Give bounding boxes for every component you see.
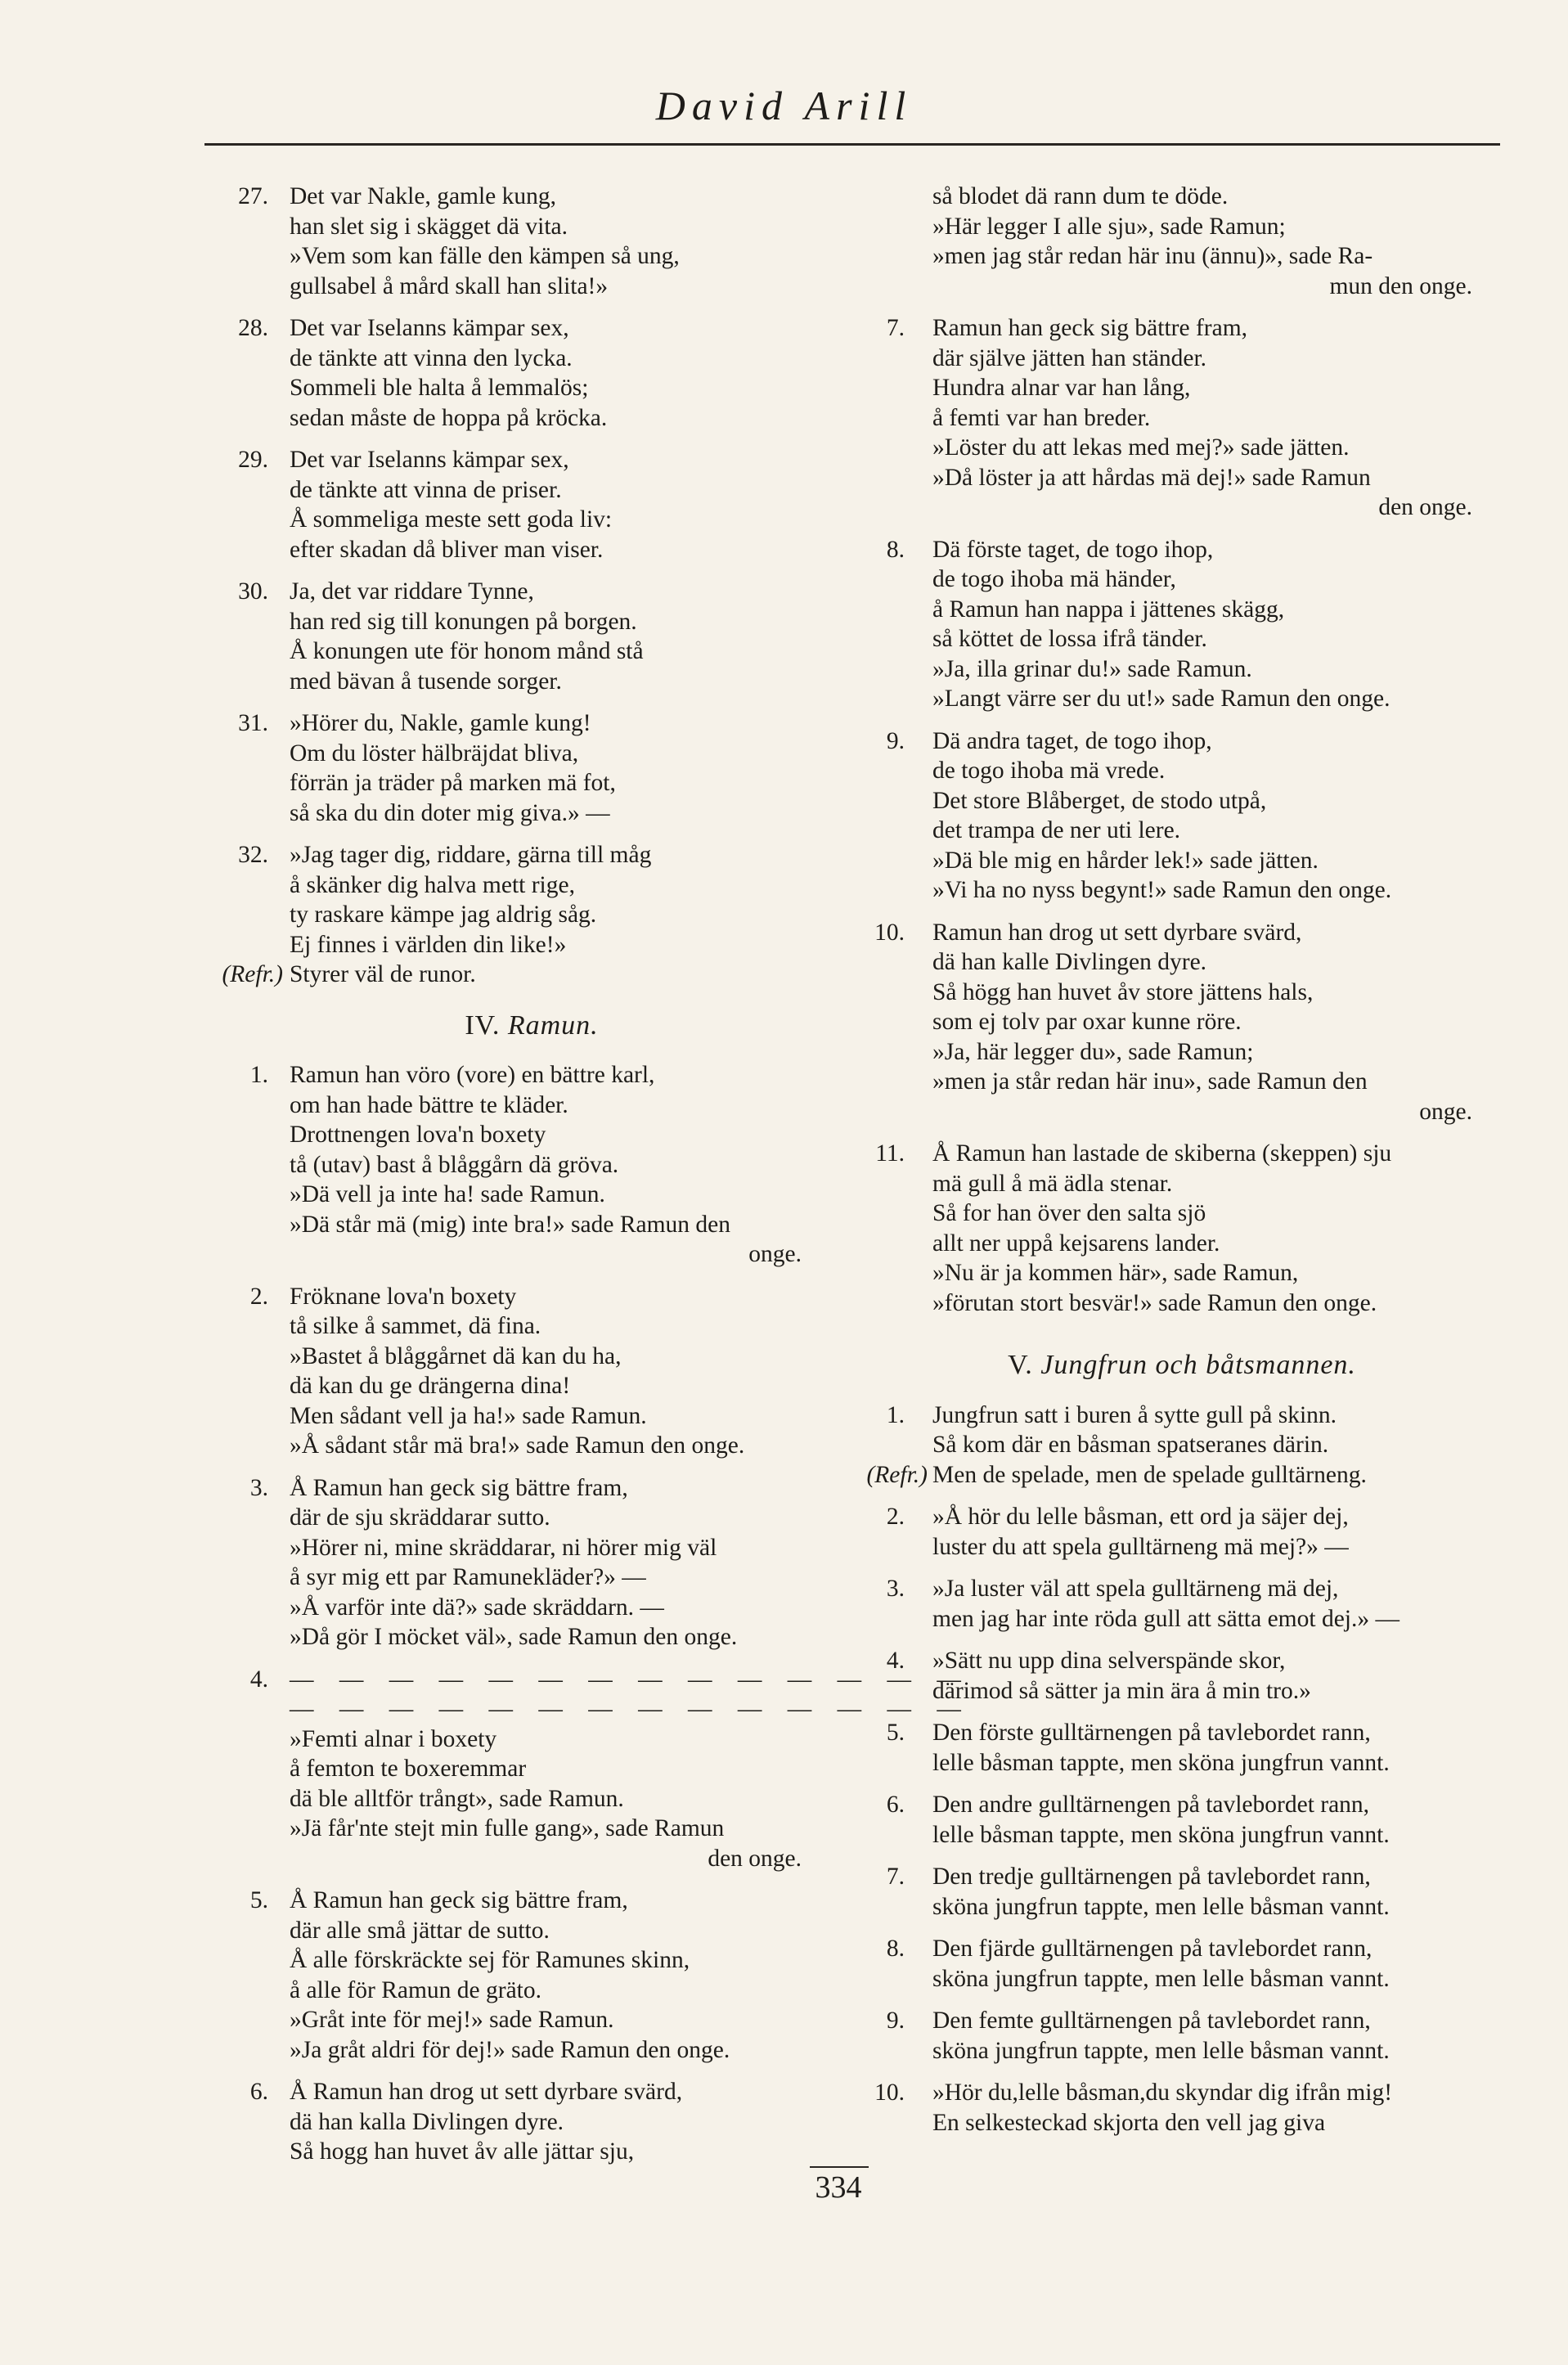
verse-line: »Då löster ja att hårdas mä dej!» sade Ramun xyxy=(932,464,1371,491)
verse-line: »Vi ha no nyss begynt!» sade Ramun den onge. xyxy=(932,877,1392,903)
stanza xyxy=(172,840,834,960)
verse-line: Å Ramun han lastade de skiberna (skeppen) sju xyxy=(932,1140,1392,1167)
verse-line: »men ja står redan här inu», sade Ramun den xyxy=(932,1068,1368,1095)
stanza xyxy=(859,1574,1505,1634)
running-header: David Arill xyxy=(655,83,913,128)
verse-line: Ramun han geck sig bättre fram, xyxy=(932,315,1248,341)
verse-line: med bävan å tusende sorger. xyxy=(290,668,562,695)
verse-line: därimod så sätter ja min ära å min tro.» xyxy=(932,1677,1311,1704)
stanza-number: 9. xyxy=(886,2008,905,2034)
verse-line: »Å varför inte dä?» sade skräddarn. — xyxy=(290,1594,664,1621)
verse-line: mä gull å mä ädla stenar. xyxy=(932,1170,1173,1197)
stanza-number: 6. xyxy=(249,2079,268,2105)
section-title: Ramun. xyxy=(507,1009,599,1041)
stanza-number: 8. xyxy=(886,1936,905,1962)
verse-line: »Dä vell ja inte ha! sade Ramun. xyxy=(290,1181,605,1207)
stanza xyxy=(172,1473,834,1652)
verse-line: Dä andra taget, de togo ihop, xyxy=(932,727,1212,754)
stanza-number: 31. xyxy=(238,710,268,736)
verse-line: Å konungen ute för honom månd stå xyxy=(290,638,644,664)
verse-line: Den femte gulltärnengen på tavlebordet rann, xyxy=(932,2008,1371,2034)
stanza-number: 7. xyxy=(886,315,905,341)
refrain xyxy=(172,960,834,990)
right-column xyxy=(859,182,1505,2150)
stanza-number: 4. xyxy=(249,1666,268,1693)
verse-line: förrän ja träder på marken mä fot, xyxy=(290,770,616,796)
stanza xyxy=(859,1646,1505,1706)
stanza xyxy=(859,1862,1505,1922)
stanza xyxy=(859,1790,1505,1850)
verse-line: »förutan stort besvär!» sade Ramun den onge. xyxy=(932,1289,1377,1316)
verse-line: Så for han över den salta sjö xyxy=(932,1200,1206,1226)
stanza xyxy=(859,2078,1505,2138)
verse-line: de tänkte att vinna de priser. xyxy=(290,476,562,503)
verse-line: Å Ramun han drog ut sett dyrbare svärd, xyxy=(290,2079,683,2105)
section-numeral: V. xyxy=(1008,1350,1033,1380)
verse-line: så ska du din doter mig giva.» — xyxy=(290,799,610,826)
stanza xyxy=(172,577,834,696)
page-number: 334 xyxy=(815,2170,862,2205)
verse-line: som ej tolv par oxar kunne röre. xyxy=(932,1009,1242,1035)
stanza xyxy=(859,726,1505,906)
verse-line-continuation: mun den onge. xyxy=(1329,272,1472,299)
stanza-number: 30. xyxy=(238,578,268,605)
verse-line: lelle båsman tappte, men sköna jungfrun vannt. xyxy=(932,1749,1390,1776)
verse-line: å alle för Ramun de gräto. xyxy=(290,1976,541,2003)
verse-line: Å sommeliga meste sett goda liv: xyxy=(290,506,613,533)
verse-line: de togo ihoba mä vrede. xyxy=(932,758,1166,784)
verse-line: Så hogg han huvet åv alle jättar sju, xyxy=(290,2138,635,2165)
verse-line: »men jag står redan här inu (ännu)», sade Ra- xyxy=(932,243,1373,269)
refrain-text: Men de spelade, men de spelade gulltärneng. xyxy=(932,1461,1367,1488)
stanza xyxy=(172,2077,834,2167)
stanza-number: 11. xyxy=(875,1140,905,1167)
stanza-continuation xyxy=(859,182,1505,301)
verse-line: Ramun han drog ut sett dyrbare svärd, xyxy=(932,919,1302,946)
verse-line: det trampa de ner uti lere. xyxy=(932,817,1181,843)
stanza xyxy=(859,1934,1505,1994)
verse-line: å syr mig ett par Ramunekläder?» — xyxy=(290,1564,646,1590)
stanza-number: 5. xyxy=(886,1720,905,1746)
verse-line: dä han kalla Divlingen dyre. xyxy=(290,2108,564,2135)
stanza xyxy=(859,535,1505,714)
stanza-number: 28. xyxy=(238,315,268,341)
verse-line: sedan måste de hoppa på kröcka. xyxy=(290,404,608,431)
verse-line: Så högg han huvet åv store jättens hals, xyxy=(932,978,1314,1005)
stanza-number: 1. xyxy=(249,1062,268,1088)
verse-line: dä han kalle Divlingen dyre. xyxy=(932,949,1207,975)
refrain-label: (Refr.) xyxy=(866,1461,928,1488)
verse-line: luster du att spela gulltärneng mä mej?» — xyxy=(932,1533,1349,1560)
verse-line: Det var Iselanns kämpar sex, xyxy=(290,447,569,473)
verse-line: Å Ramun han geck sig bättre fram, xyxy=(290,1474,628,1501)
verse-line-continuation: onge. xyxy=(1419,1098,1472,1125)
refrain xyxy=(859,1460,1505,1490)
verse-line: Den tredje gulltärnengen på tavlebordet rann, xyxy=(932,1864,1371,1890)
section-heading-v xyxy=(859,1351,1505,1381)
verse-line: »Då gör I möcket väl», sade Ramun den onge. xyxy=(290,1624,738,1650)
verse-line-continuation: den onge. xyxy=(708,1845,802,1872)
verse-line: »Hörer du, Nakle, gamle kung! xyxy=(290,710,591,736)
verse-line: Det var Nakle, gamle kung, xyxy=(290,183,557,209)
verse-line: »Langt värre ser du ut!» sade Ramun den onge. xyxy=(932,686,1391,712)
stanza xyxy=(172,445,834,564)
verse-line: de tänkte att vinna den lycka. xyxy=(290,344,573,371)
verse-line: sköna jungfrun tappte, men lelle båsman vannt. xyxy=(932,1893,1390,1920)
verse-line: om han hade bättre te kläder. xyxy=(290,1091,568,1118)
stanza-number: 9. xyxy=(886,727,905,754)
stanza xyxy=(172,182,834,301)
stanza xyxy=(172,708,834,828)
verse-line: tå silke å sammet, dä fina. xyxy=(290,1313,541,1339)
stanza xyxy=(859,1502,1505,1562)
stanza xyxy=(859,313,1505,523)
verse-line: En selkesteckad skjorta den vell jag giva xyxy=(932,2109,1326,2136)
verse-line: »Nu är ja kommen här», sade Ramun, xyxy=(932,1260,1299,1286)
verse-line: Ja, det var riddare Tynne, xyxy=(290,578,534,605)
verse-line: »Sätt nu upp dina selverspände skor, xyxy=(932,1648,1286,1674)
stanza xyxy=(859,1139,1505,1318)
stanza-number: 32. xyxy=(238,842,268,868)
stanza xyxy=(172,313,834,433)
stanza-number: 8. xyxy=(886,536,905,563)
stanza-number: 5. xyxy=(249,1887,268,1913)
verse-line: Det store Blåberget, de stodo utpå, xyxy=(932,787,1267,814)
stanza-number: 10. xyxy=(874,919,905,946)
verse-line: »Dä ble mig en hårder lek!» sade jätten. xyxy=(932,847,1319,874)
verse-line: Sommeli ble halta å lemmalös; xyxy=(290,375,589,401)
verse-line: han red sig till konungen på borgen. xyxy=(290,608,637,635)
stanza xyxy=(859,918,1505,1127)
verse-line: »Ja, illa grinar du!» sade Ramun. xyxy=(932,655,1252,682)
verse-line: »Jag tager dig, riddare, gärna till måg xyxy=(290,842,652,868)
verse-line: »Dä står mä (mig) inte bra!» sade Ramun den xyxy=(290,1211,731,1238)
stanza xyxy=(859,1718,1505,1778)
verse-line: Men sådant vell ja ha!» sade Ramun. xyxy=(290,1402,647,1429)
verse-line: Den andre gulltärnengen på tavlebordet rann, xyxy=(932,1792,1370,1818)
verse-line: Å alle förskräckte sej för Ramunes skinn, xyxy=(290,1947,690,1973)
verse-line: sköna jungfrun tappte, men lelle båsman vannt. xyxy=(932,2037,1390,2064)
verse-line: »Här legger I alle sju», sade Ramun; xyxy=(932,213,1286,240)
verse-line: Ramun han vöro (vore) en bättre karl, xyxy=(290,1062,655,1088)
verse-line: allt ner uppå kejsarens lander. xyxy=(932,1230,1220,1257)
verse-line: efter skadan då bliver man viser. xyxy=(290,536,604,563)
verse-line: »Hörer ni, mine skräddarar, ni hörer mig väl xyxy=(290,1534,717,1561)
page-number-rule xyxy=(810,2166,869,2168)
verse-line: så blodet dä rann dum te döde. xyxy=(932,183,1229,209)
verse-line: »Jä får'nte stejt min fulle gang», sade Ramun xyxy=(290,1815,725,1841)
verse-line: »Gråt inte för mej!» sade Ramun. xyxy=(290,2007,614,2033)
stanza xyxy=(172,1282,834,1461)
stanza-number: 29. xyxy=(238,447,268,473)
verse-line: Den förste gulltärnengen på tavlebordet rann, xyxy=(932,1720,1371,1746)
stanza-group-27-32 xyxy=(172,182,834,990)
refrain-text: Styrer väl de runor. xyxy=(290,961,476,987)
verse-line: Hundra alnar var han lång, xyxy=(932,375,1191,401)
verse-line: å skänker dig halva mett rige, xyxy=(290,871,575,898)
verse-line: Om du löster hälbräjdat bliva, xyxy=(290,740,579,767)
verse-line: där alle små jättar de sutto. xyxy=(290,1917,550,1944)
verse-line: »Bastet å blåggårnet dä kan du ha, xyxy=(290,1342,622,1369)
verse-line: Den fjärde gulltärnengen på tavlebordet rann, xyxy=(932,1936,1373,1962)
verse-line: så köttet de lossa ifrå tänder. xyxy=(932,626,1207,652)
verse-line: gullsabel å mård skall han slita!» xyxy=(290,272,609,299)
verse-line: »Hör du,lelle båsman,du skyndar dig ifrån mig! xyxy=(932,2079,1393,2106)
verse-line: de togo ihoba mä händer, xyxy=(932,566,1176,592)
verse-line: dä kan du ge drängerna dina! xyxy=(290,1373,571,1399)
verse-line: »Vem som kan fälle den kämpen så ung, xyxy=(290,243,680,269)
stanza-number: 2. xyxy=(249,1283,268,1310)
stanza-number: 3. xyxy=(249,1474,268,1501)
section-numeral: IV. xyxy=(465,1009,501,1041)
verse-line: Så kom där en båsman spatseranes därin. xyxy=(932,1432,1329,1458)
stanza xyxy=(859,2006,1505,2066)
verse-line: Å Ramun han geck sig bättre fram, xyxy=(290,1887,628,1913)
verse-line: Jungfrun satt i buren å sytte gull på skinn. xyxy=(932,1401,1337,1428)
verse-line: där själve jätten han ständer. xyxy=(932,344,1207,371)
section-title: Jungfrun och båtsmannen. xyxy=(1040,1350,1356,1380)
verse-line: »Femti alnar i boxety xyxy=(290,1725,497,1752)
header-rule xyxy=(204,143,1500,146)
verse-line: »Ja luster väl att spela gulltärneng mä dej, xyxy=(932,1576,1339,1602)
lacuna-dashes: — — — — — — — — — — — — — — xyxy=(290,1666,971,1693)
verse-line: men jag har inte röda gull att sätta emot dej.» — xyxy=(932,1605,1400,1632)
verse-line: »Ja gråt aldri för dej!» sade Ramun den onge. xyxy=(290,2036,730,2063)
verse-line: å Ramun han nappa i jättenes skägg, xyxy=(932,596,1285,623)
verse-line: sköna jungfrun tappte, men lelle båsman vannt. xyxy=(932,1965,1390,1992)
stanza-number: 6. xyxy=(886,1792,905,1818)
verse-line: Drottnengen lova'n boxety xyxy=(290,1122,546,1148)
verse-line-continuation: den onge. xyxy=(1378,494,1472,520)
stanza-number: 27. xyxy=(238,183,268,209)
verse-line: lelle båsman tappte, men sköna jungfrun vannt. xyxy=(932,1821,1390,1848)
verse-line: »Löster du att lekas med mej?» sade jätten. xyxy=(932,434,1350,461)
stanza xyxy=(172,1886,834,2065)
stanza xyxy=(172,1060,834,1270)
verse-line: Ej finnes i världen din like!» xyxy=(290,931,567,958)
verse-line: tå (utav) bast å blåggårn dä gröva. xyxy=(290,1151,619,1178)
verse-line: »Ja, här legger du», sade Ramun; xyxy=(932,1038,1254,1065)
refrain-label: (Refr.) xyxy=(222,961,283,987)
section-heading-iv xyxy=(229,1011,834,1041)
verse-line: han slet sig i skägget dä vita. xyxy=(290,213,568,240)
verse-line: Det var Iselanns kämpar sex, xyxy=(290,315,569,341)
verse-line: Fröknane lova'n boxety xyxy=(290,1283,517,1310)
stanza-number: 10. xyxy=(874,2079,905,2106)
stanza xyxy=(172,1665,971,1874)
verse-line: »Å hör du lelle båsman, ett ord ja säjer dej, xyxy=(932,1504,1349,1530)
stanza-number: 4. xyxy=(886,1648,905,1674)
verse-line: »Å sådant står mä bra!» sade Ramun den onge. xyxy=(290,1432,745,1459)
stanza-number: 1. xyxy=(886,1401,905,1428)
verse-line: ty raskare kämpe jag aldrig såg. xyxy=(290,901,597,928)
stanza-number: 3. xyxy=(886,1576,905,1602)
stanza-number: 7. xyxy=(886,1864,905,1890)
verse-line: å femton te boxeremmar xyxy=(290,1756,527,1782)
verse-line: där de sju skräddarar sutto. xyxy=(290,1504,550,1531)
lacuna-dashes: — — — — — — — — — — — — — — xyxy=(290,1696,971,1722)
verse-line-continuation: onge. xyxy=(748,1241,802,1267)
verse-line: å femti var han breder. xyxy=(932,404,1151,431)
verse-line: Dä förste taget, de togo ihop, xyxy=(932,536,1214,563)
stanza xyxy=(859,1401,1505,1460)
verse-line: dä ble alltför trångt», sade Ramun. xyxy=(290,1785,624,1812)
stanza-number: 2. xyxy=(886,1504,905,1530)
